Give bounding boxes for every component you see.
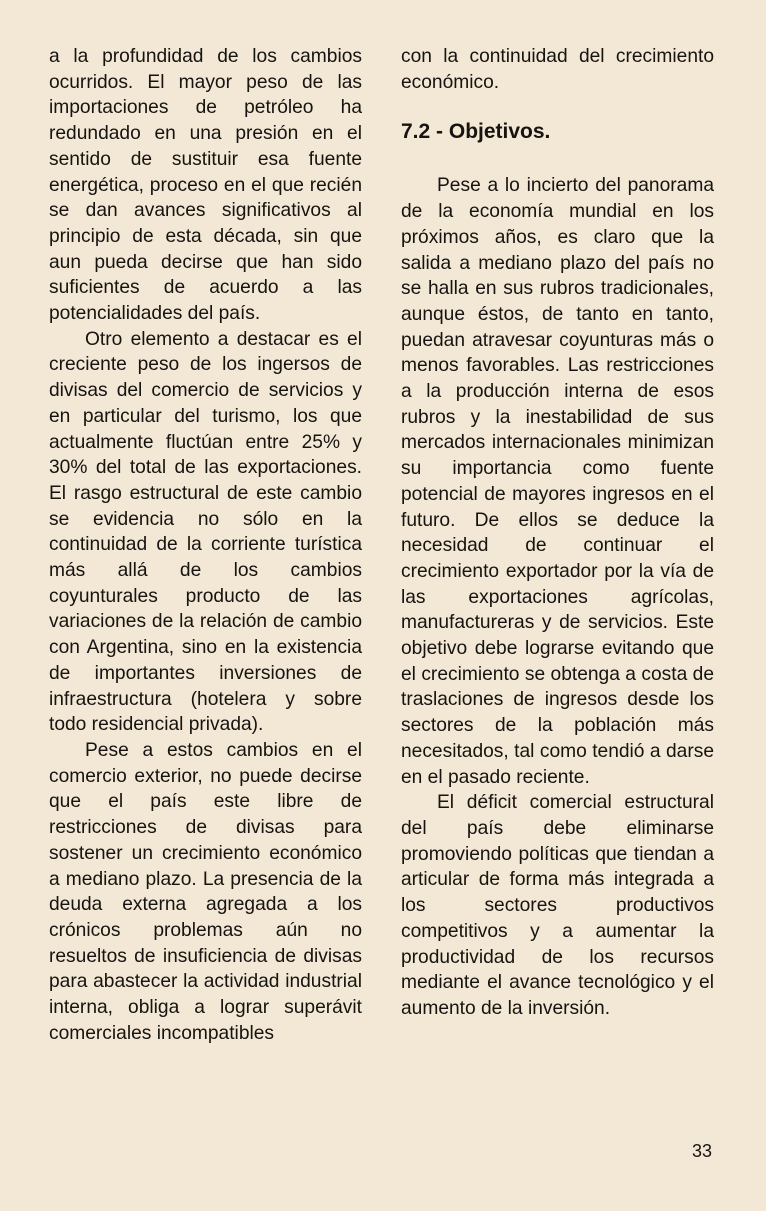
- left-column: [49, 44, 362, 1046]
- right-column: [401, 44, 714, 1022]
- section-heading: 7.2 - Objetivos.: [401, 120, 551, 144]
- paragraph-currency-restrictions: Pese a estos cambios en el comercio exterior, no puede decirse que el país este libre de restricciones de divisas para sostener un crecimiento económico a mediano plazo. La presencia de la deuda externa agregada a los crónicos problemas aún no resueltos de insuficiencia de divisas para abastecer la actividad industrial interna, obliga a lograr superávit comerciales incompatibles: [49, 739, 362, 1044]
- page-number: 33: [692, 1141, 713, 1161]
- paragraph-services-trade: Otro elemento a destacar es el creciente peso de los ingersos de divisas del comercio de servicios y en particular del turismo, los que actualmente fluctúan entre 25% y 30% del total de las exportaciones. El rasgo estructural de este cambio se evidencia no sólo en la continuidad de la corriente turística más allá de los cambios coyunturales producto de las variaciones de la relación de cambio con Argentina, sino en la existencia de importantes inversiones de infraestructura (hotelera y sobre todo residencial privada).: [49, 328, 362, 736]
- paragraph-objectives: Pese a lo incierto del panorama de la economía mundial en los próximos años, es claro que la salida a mediano plazo del país no se halla en sus rubros tradicionales, aunque éstos, de tanto en tanto, puedan atravesar coyunturas más o menos favorables. Las restricciones a la producción interna de esos rubros y la inestabilidad de sus mercados internacionales minimizan su importancia como fuente potencial de mayores ingresos en el futuro. De ellos se deduce la necesidad de continuar el crecimiento exportador por la vía de las exportaciones agrícolas, manufactureras y de servicios. Este objetivo debe lograrse evitando que el crecimiento se obtenga a costa de traslaciones de ingresos desde los sectores de la población más necesitados, tal como tendió a darse en el pasado reciente.: [401, 175, 714, 788]
- paragraph-continuation-right: con la continuidad del crecimiento económico.: [401, 46, 714, 93]
- paragraph-continuation: a la profundidad de los cambios ocurridos. El mayor peso de las importaciones de petróleo ha redundado en una presión en el sentido de sustituir esa fuente energética, proceso en el que recién se dan avances significativos al principio de esta década, sin que aun pueda decirse que han sido suficientes de acuerdo a las potencialidades del país.: [49, 46, 362, 325]
- paragraph-trade-deficit: El déficit comercial estructural del país debe eliminarse promoviendo políticas que tiendan a articular de forma más integrada a los sectores productivos competitivos y a aumentar la productividad de los recursos mediante el avance tecnológico y el aumento de la inversión.: [401, 792, 714, 1019]
